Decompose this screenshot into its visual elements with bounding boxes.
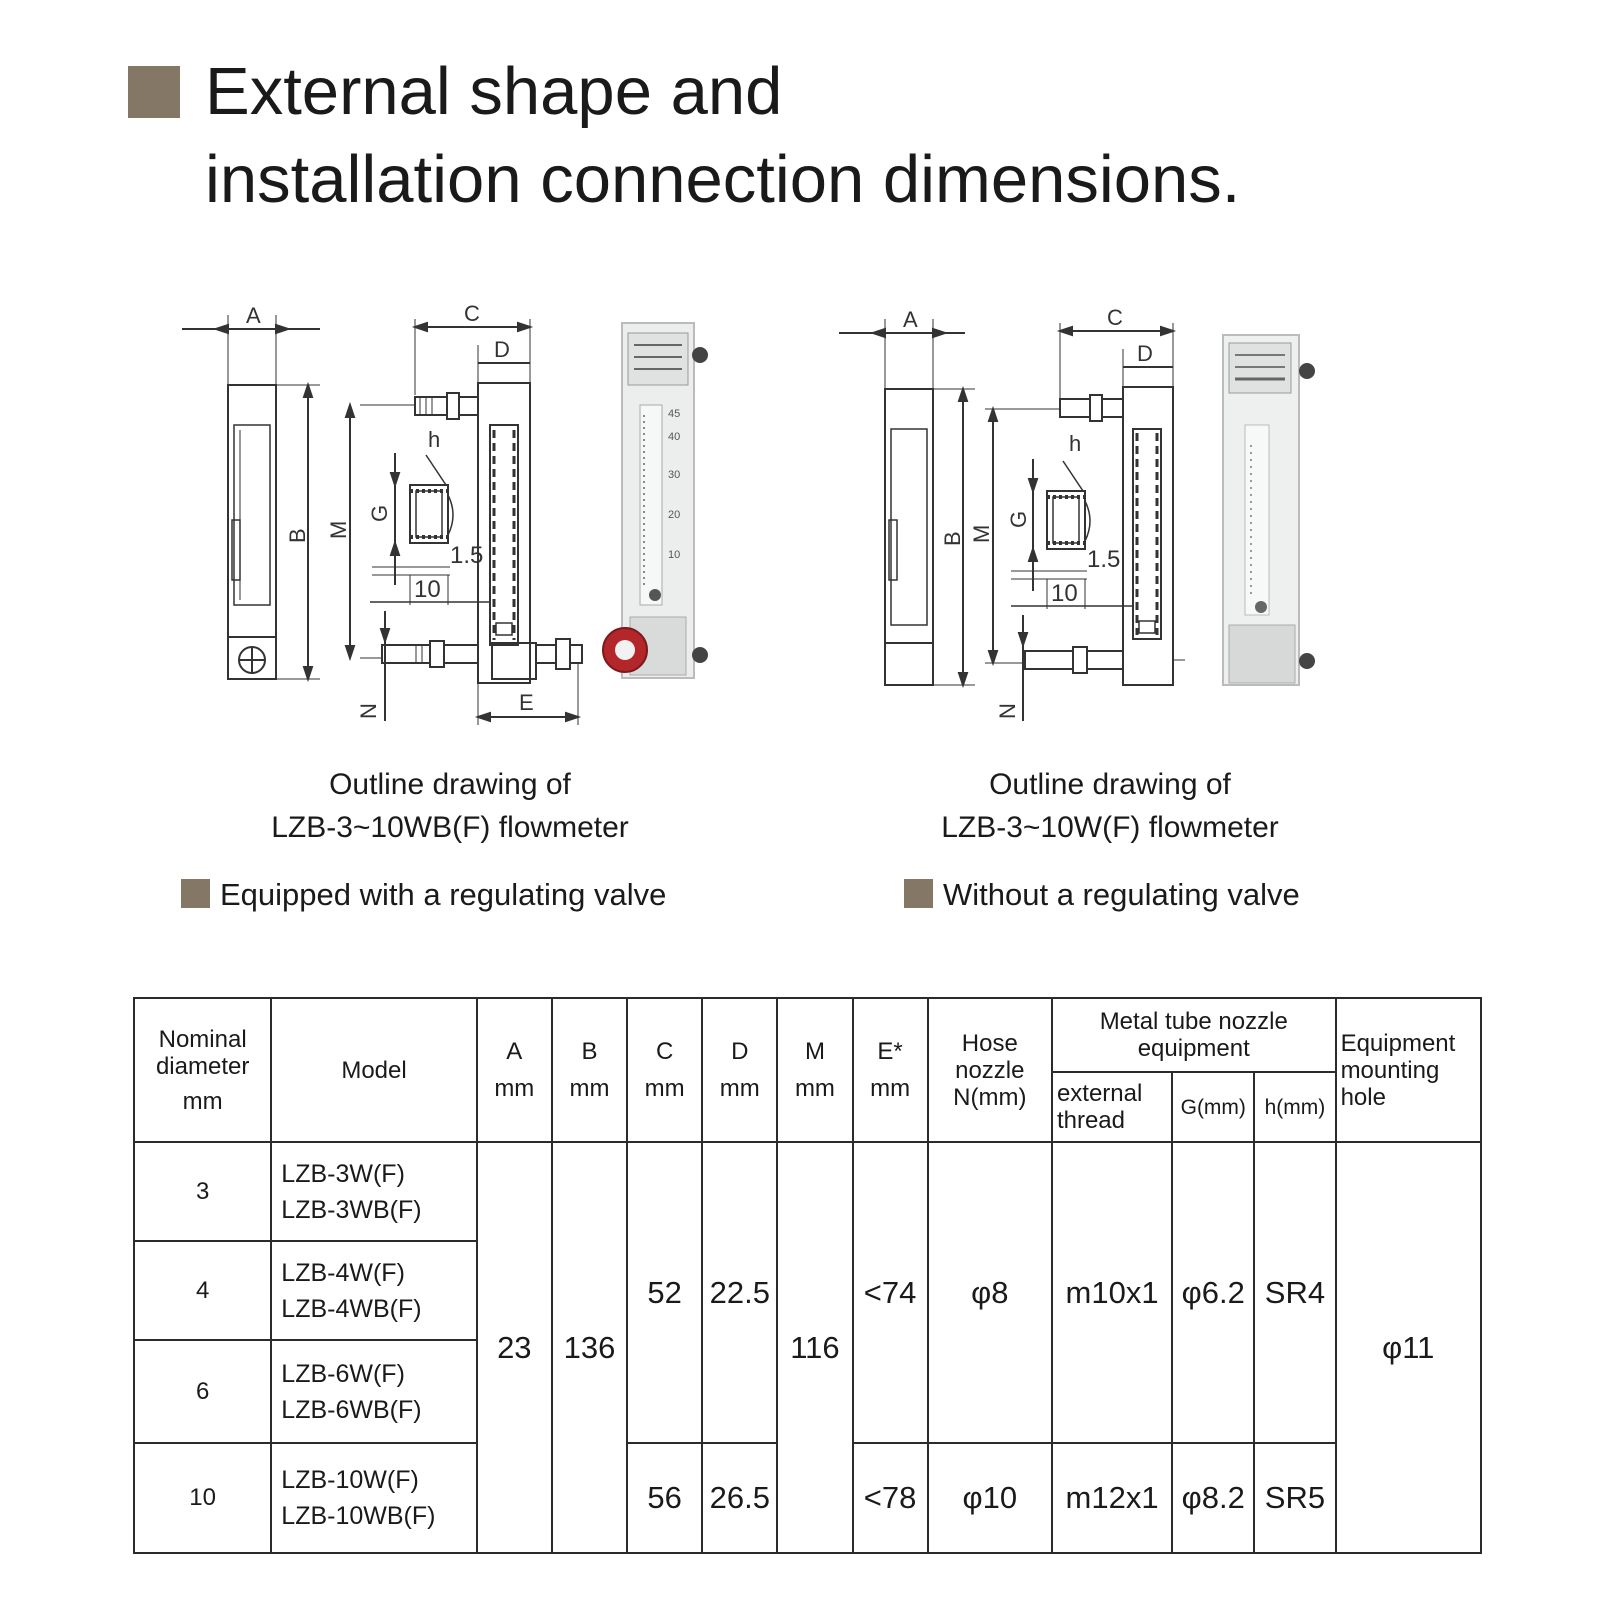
header-text: Equipment [1340, 1029, 1456, 1057]
side-view [969, 305, 1185, 721]
header-text: nozzle [955, 1056, 1025, 1084]
header-unit: mm [794, 1075, 835, 1102]
note-text: Without a regulating valve [943, 877, 1300, 912]
header-unit: mm [719, 1075, 760, 1102]
cell-m: 116 [777, 1142, 852, 1553]
header-text: thread [1056, 1107, 1125, 1134]
cell-hose-nozzle: φ10 [928, 1443, 1052, 1553]
cell-diameter: 10 [134, 1443, 271, 1553]
header-text: mm [182, 1087, 223, 1115]
model-name: LZB-3WB(F) [281, 1195, 422, 1224]
cell-c: 56 [627, 1443, 702, 1553]
front-view [839, 307, 975, 685]
cell-external-thread: m12x1 [1052, 1443, 1172, 1553]
header-text: equipment [1137, 1035, 1250, 1062]
dim-label-c: C [464, 305, 480, 326]
header-text: Hose [961, 1029, 1018, 1057]
dim-label-1-5: 1.5 [450, 542, 484, 569]
title-marker [128, 66, 180, 118]
caption-line-1: Outline drawing of [989, 768, 1231, 801]
scale-mark: 40 [668, 431, 681, 443]
header-g: G(mm) [1172, 1072, 1254, 1142]
dim-label-a: A [903, 307, 918, 332]
caption-without-valve [860, 763, 1360, 849]
note-without-valve [904, 875, 1300, 915]
cell-h: SR5 [1254, 1443, 1335, 1553]
note-text: Equipped with a regulating valve [220, 877, 667, 912]
header-hose-nozzle [928, 998, 1052, 1142]
cell-e: <78 [853, 1443, 928, 1553]
cell-diameter: 4 [134, 1241, 271, 1340]
header-text: C [655, 1038, 674, 1065]
dim-label-c: C [1107, 305, 1123, 330]
cell-hose-nozzle: φ8 [928, 1142, 1052, 1443]
scale-mark: 10 [668, 549, 681, 561]
dim-label-10: 10 [414, 576, 441, 603]
header-text: hole [1340, 1083, 1386, 1111]
header-metal-tube-nozzle [1052, 998, 1336, 1072]
product-photo-without-valve [1223, 335, 1315, 685]
header-text: E* [877, 1038, 903, 1065]
model-name: LZB-10W(F) [281, 1466, 419, 1494]
dim-label-d: D [1137, 341, 1153, 366]
header-text: A [506, 1038, 523, 1065]
caption-line-2: LZB-3~10WB(F) flowmeter [271, 811, 629, 844]
cell-a: 23 [477, 1142, 552, 1553]
page-title-line-1: External shape and [205, 54, 783, 129]
cell-g: φ6.2 [1172, 1142, 1254, 1443]
dim-label-n: N [356, 703, 381, 719]
caption-line-2: LZB-3~10W(F) flowmeter [941, 811, 1279, 844]
cell-h: SR4 [1254, 1142, 1335, 1443]
scale-mark: 20 [668, 509, 681, 521]
header-model: Model [271, 998, 476, 1142]
model-name: LZB-10WB(F) [281, 1502, 436, 1530]
cell-mounting-hole: φ11 [1336, 1142, 1481, 1553]
header-text: Metal tube nozzle [1099, 1008, 1288, 1035]
cell-model [271, 1443, 476, 1553]
product-photo-with-valve [603, 323, 708, 678]
model-name: LZB-6WB(F) [281, 1395, 422, 1424]
header-external-thread [1052, 1072, 1172, 1142]
front-view [182, 305, 320, 679]
dim-label-d: D [494, 337, 510, 362]
note-marker [181, 879, 210, 908]
header-unit: mm [644, 1075, 685, 1102]
dim-label-m: M [326, 520, 351, 539]
dim-label-1-5: 1.5 [1087, 546, 1121, 573]
header-b [552, 998, 627, 1142]
model-name: LZB-4W(F) [281, 1258, 405, 1287]
model-name: LZB-6W(F) [281, 1359, 405, 1388]
header-unit: mm [494, 1075, 535, 1102]
header-h: h(mm) [1254, 1072, 1335, 1142]
header-c [627, 998, 702, 1142]
dim-label-n: N [995, 703, 1020, 719]
dimensions-table [133, 997, 1482, 1554]
cell-g: φ8.2 [1172, 1443, 1254, 1553]
side-view [326, 305, 582, 725]
header-text: D [731, 1038, 749, 1065]
header-text: B [581, 1038, 598, 1065]
header-e [853, 998, 928, 1142]
dim-label-b: B [940, 531, 965, 546]
header-equipment-mounting-hole [1336, 998, 1481, 1142]
header-m [777, 998, 852, 1142]
header-text: external [1056, 1080, 1143, 1107]
cell-model [271, 1142, 476, 1241]
caption-with-valve [200, 763, 700, 849]
cell-b: 136 [552, 1142, 627, 1553]
dim-label-b: B [285, 528, 310, 543]
table-row [134, 1142, 1481, 1241]
scale-mark: 45 [668, 408, 681, 420]
header-text: mounting [1340, 1056, 1440, 1084]
header-nominal-diameter [134, 998, 271, 1142]
model-name: LZB-4WB(F) [281, 1294, 422, 1323]
dim-label-10: 10 [1051, 580, 1078, 607]
page-title-line-2: installation connection dimensions. [205, 142, 1241, 217]
header-a [477, 998, 552, 1142]
outline-drawing-without-valve [815, 305, 1355, 735]
cell-model [271, 1241, 476, 1340]
header-text: M [804, 1038, 825, 1065]
header-d [702, 998, 777, 1142]
header-unit: mm [870, 1075, 911, 1102]
cell-external-thread: m10x1 [1052, 1142, 1172, 1443]
cell-diameter: 3 [134, 1142, 271, 1241]
dim-label-m: M [969, 524, 994, 543]
dim-label-e: E [519, 690, 534, 715]
header-text: N(mm) [953, 1083, 1027, 1111]
cell-d: 22.5 [702, 1142, 777, 1443]
note-marker [904, 879, 933, 908]
cell-c: 52 [627, 1142, 702, 1443]
dim-label-h: h [428, 427, 441, 452]
cell-model [271, 1340, 476, 1443]
dim-label-a: A [246, 305, 261, 328]
note-with-valve [181, 875, 666, 915]
header-unit: mm [569, 1075, 610, 1102]
header-text: diameter [155, 1052, 250, 1080]
cell-diameter: 6 [134, 1340, 271, 1443]
dim-label-h: h [1069, 431, 1082, 456]
caption-line-1: Outline drawing of [329, 768, 571, 801]
dim-label-g: G [1006, 510, 1031, 528]
outline-drawing-with-valve [160, 305, 760, 735]
cell-d: 26.5 [702, 1443, 777, 1553]
dim-label-g: G [367, 504, 392, 522]
header-text: Nominal [158, 1025, 247, 1053]
scale-mark: 30 [668, 469, 681, 481]
cell-e: <74 [853, 1142, 928, 1443]
model-name: LZB-3W(F) [281, 1159, 405, 1188]
